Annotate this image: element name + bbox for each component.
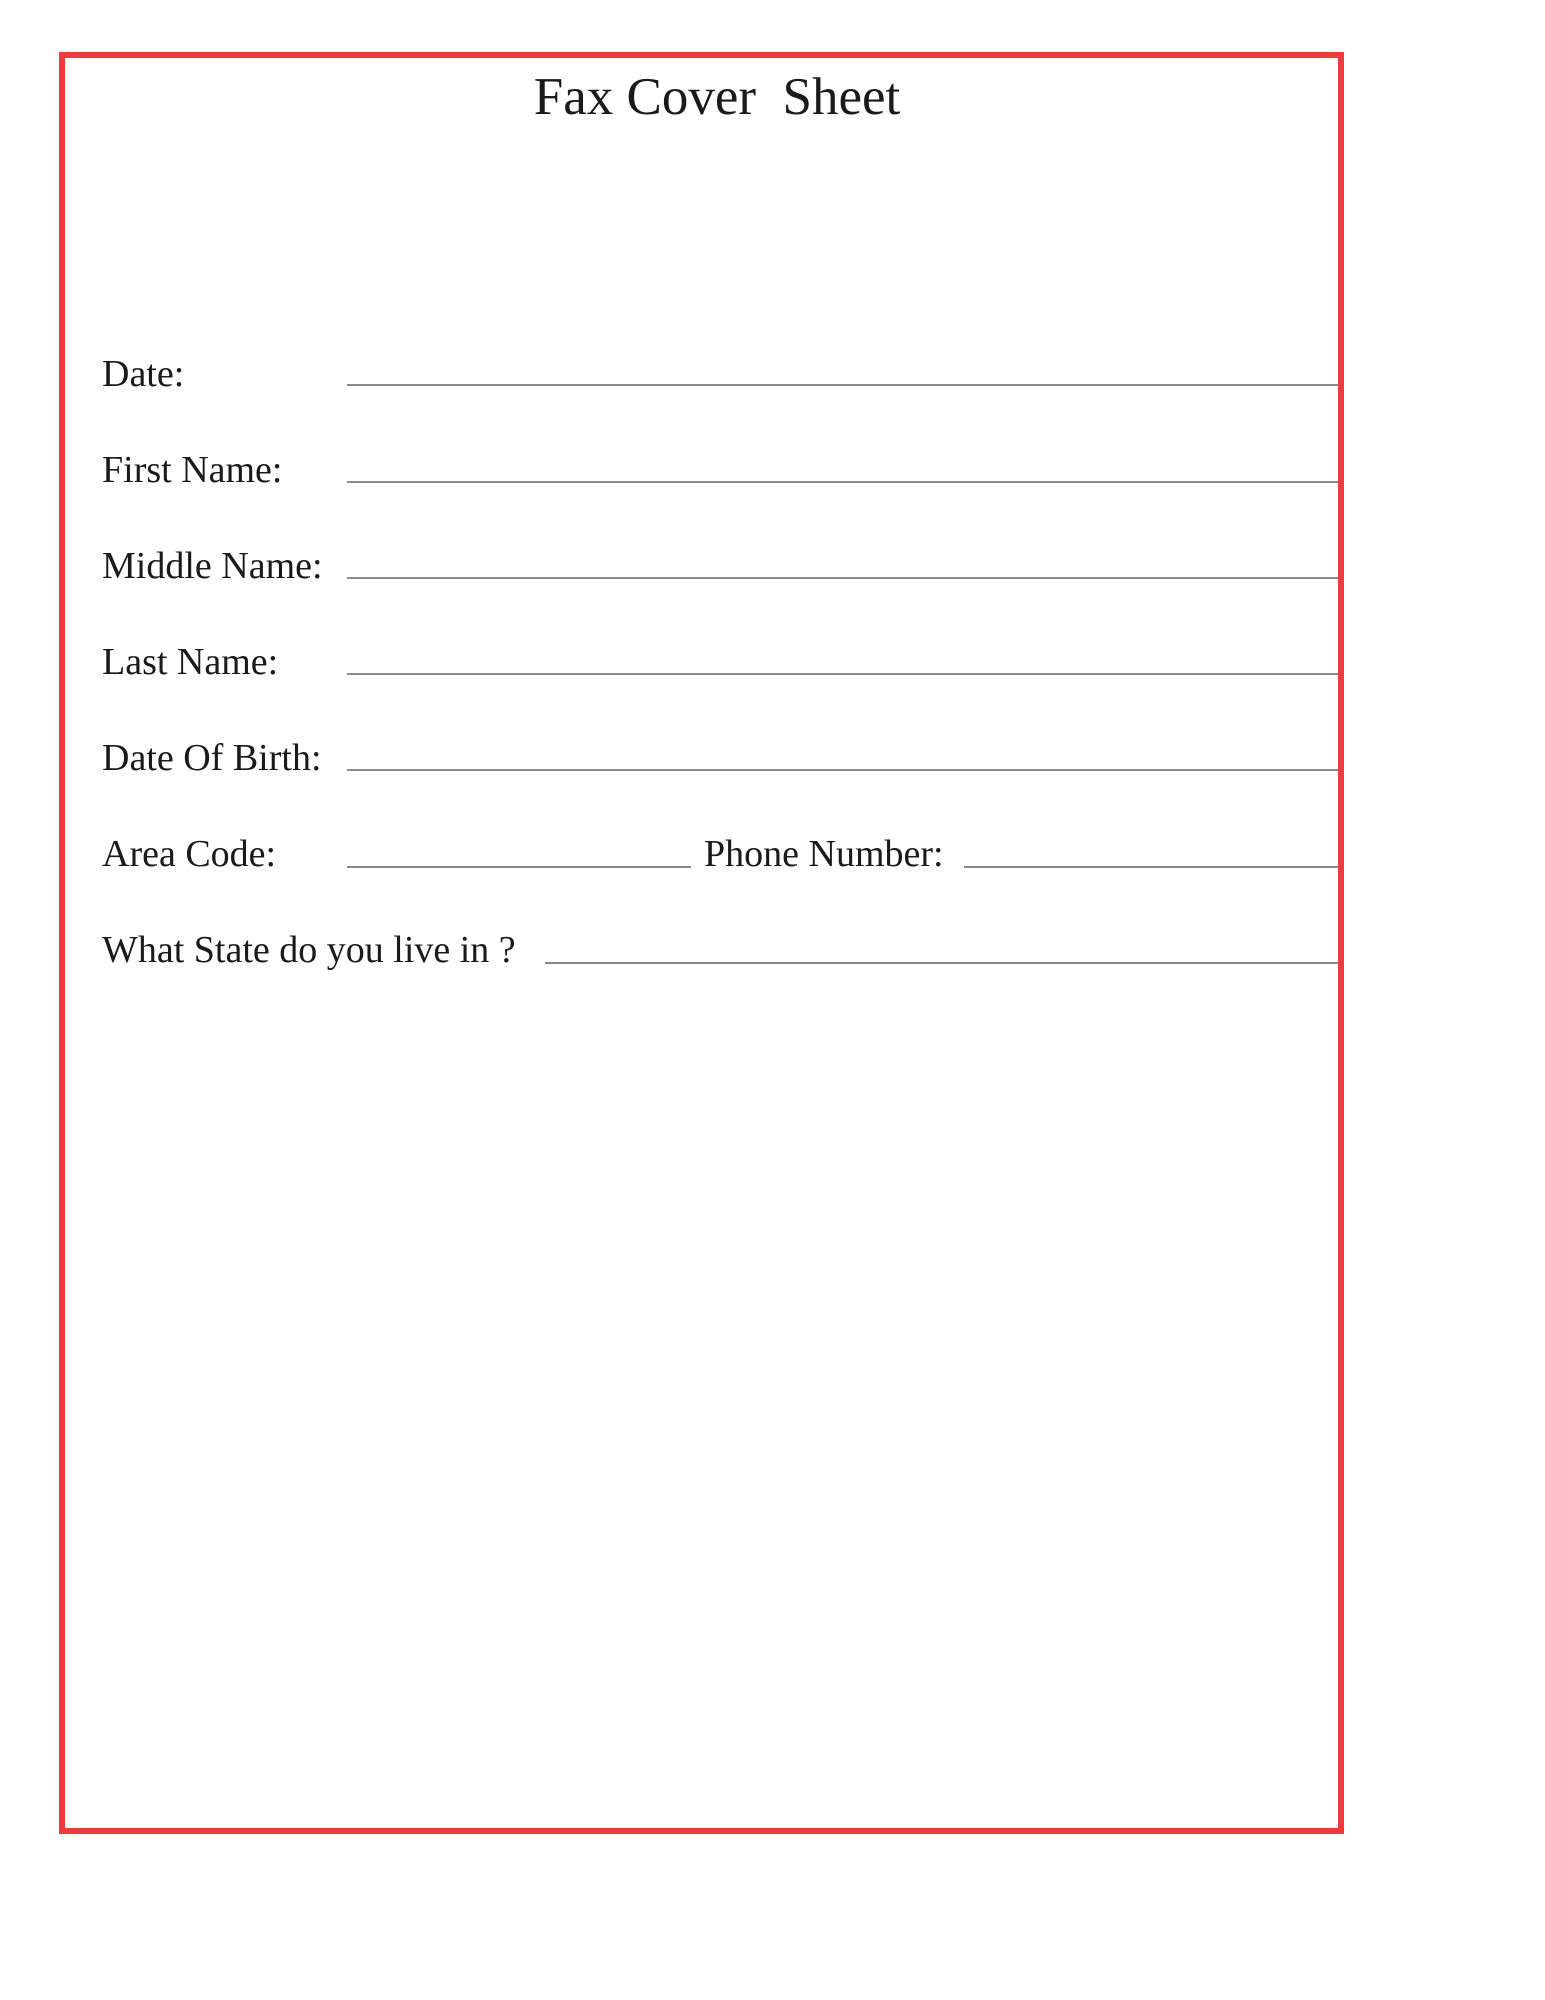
- date-label: Date:: [102, 353, 185, 395]
- page-title: Fax Cover Sheet: [533, 68, 901, 126]
- area-code-label: Area Code:: [102, 833, 277, 875]
- first-name-label: First Name:: [102, 449, 283, 491]
- phone-number-label: Phone Number:: [704, 833, 944, 875]
- area-code-field[interactable]: [347, 866, 691, 868]
- last-name-field[interactable]: [347, 673, 1338, 675]
- middle-name-field[interactable]: [347, 577, 1338, 579]
- last-name-label: Last Name:: [102, 641, 279, 683]
- phone-number-field[interactable]: [964, 866, 1338, 868]
- date-field[interactable]: [347, 384, 1338, 386]
- state-field[interactable]: [545, 962, 1338, 964]
- first-name-field[interactable]: [347, 481, 1338, 483]
- middle-name-label: Middle Name:: [102, 545, 323, 587]
- state-label: What State do you live in ?: [102, 929, 516, 971]
- date-of-birth-label: Date Of Birth:: [102, 737, 322, 779]
- date-of-birth-field[interactable]: [347, 769, 1338, 771]
